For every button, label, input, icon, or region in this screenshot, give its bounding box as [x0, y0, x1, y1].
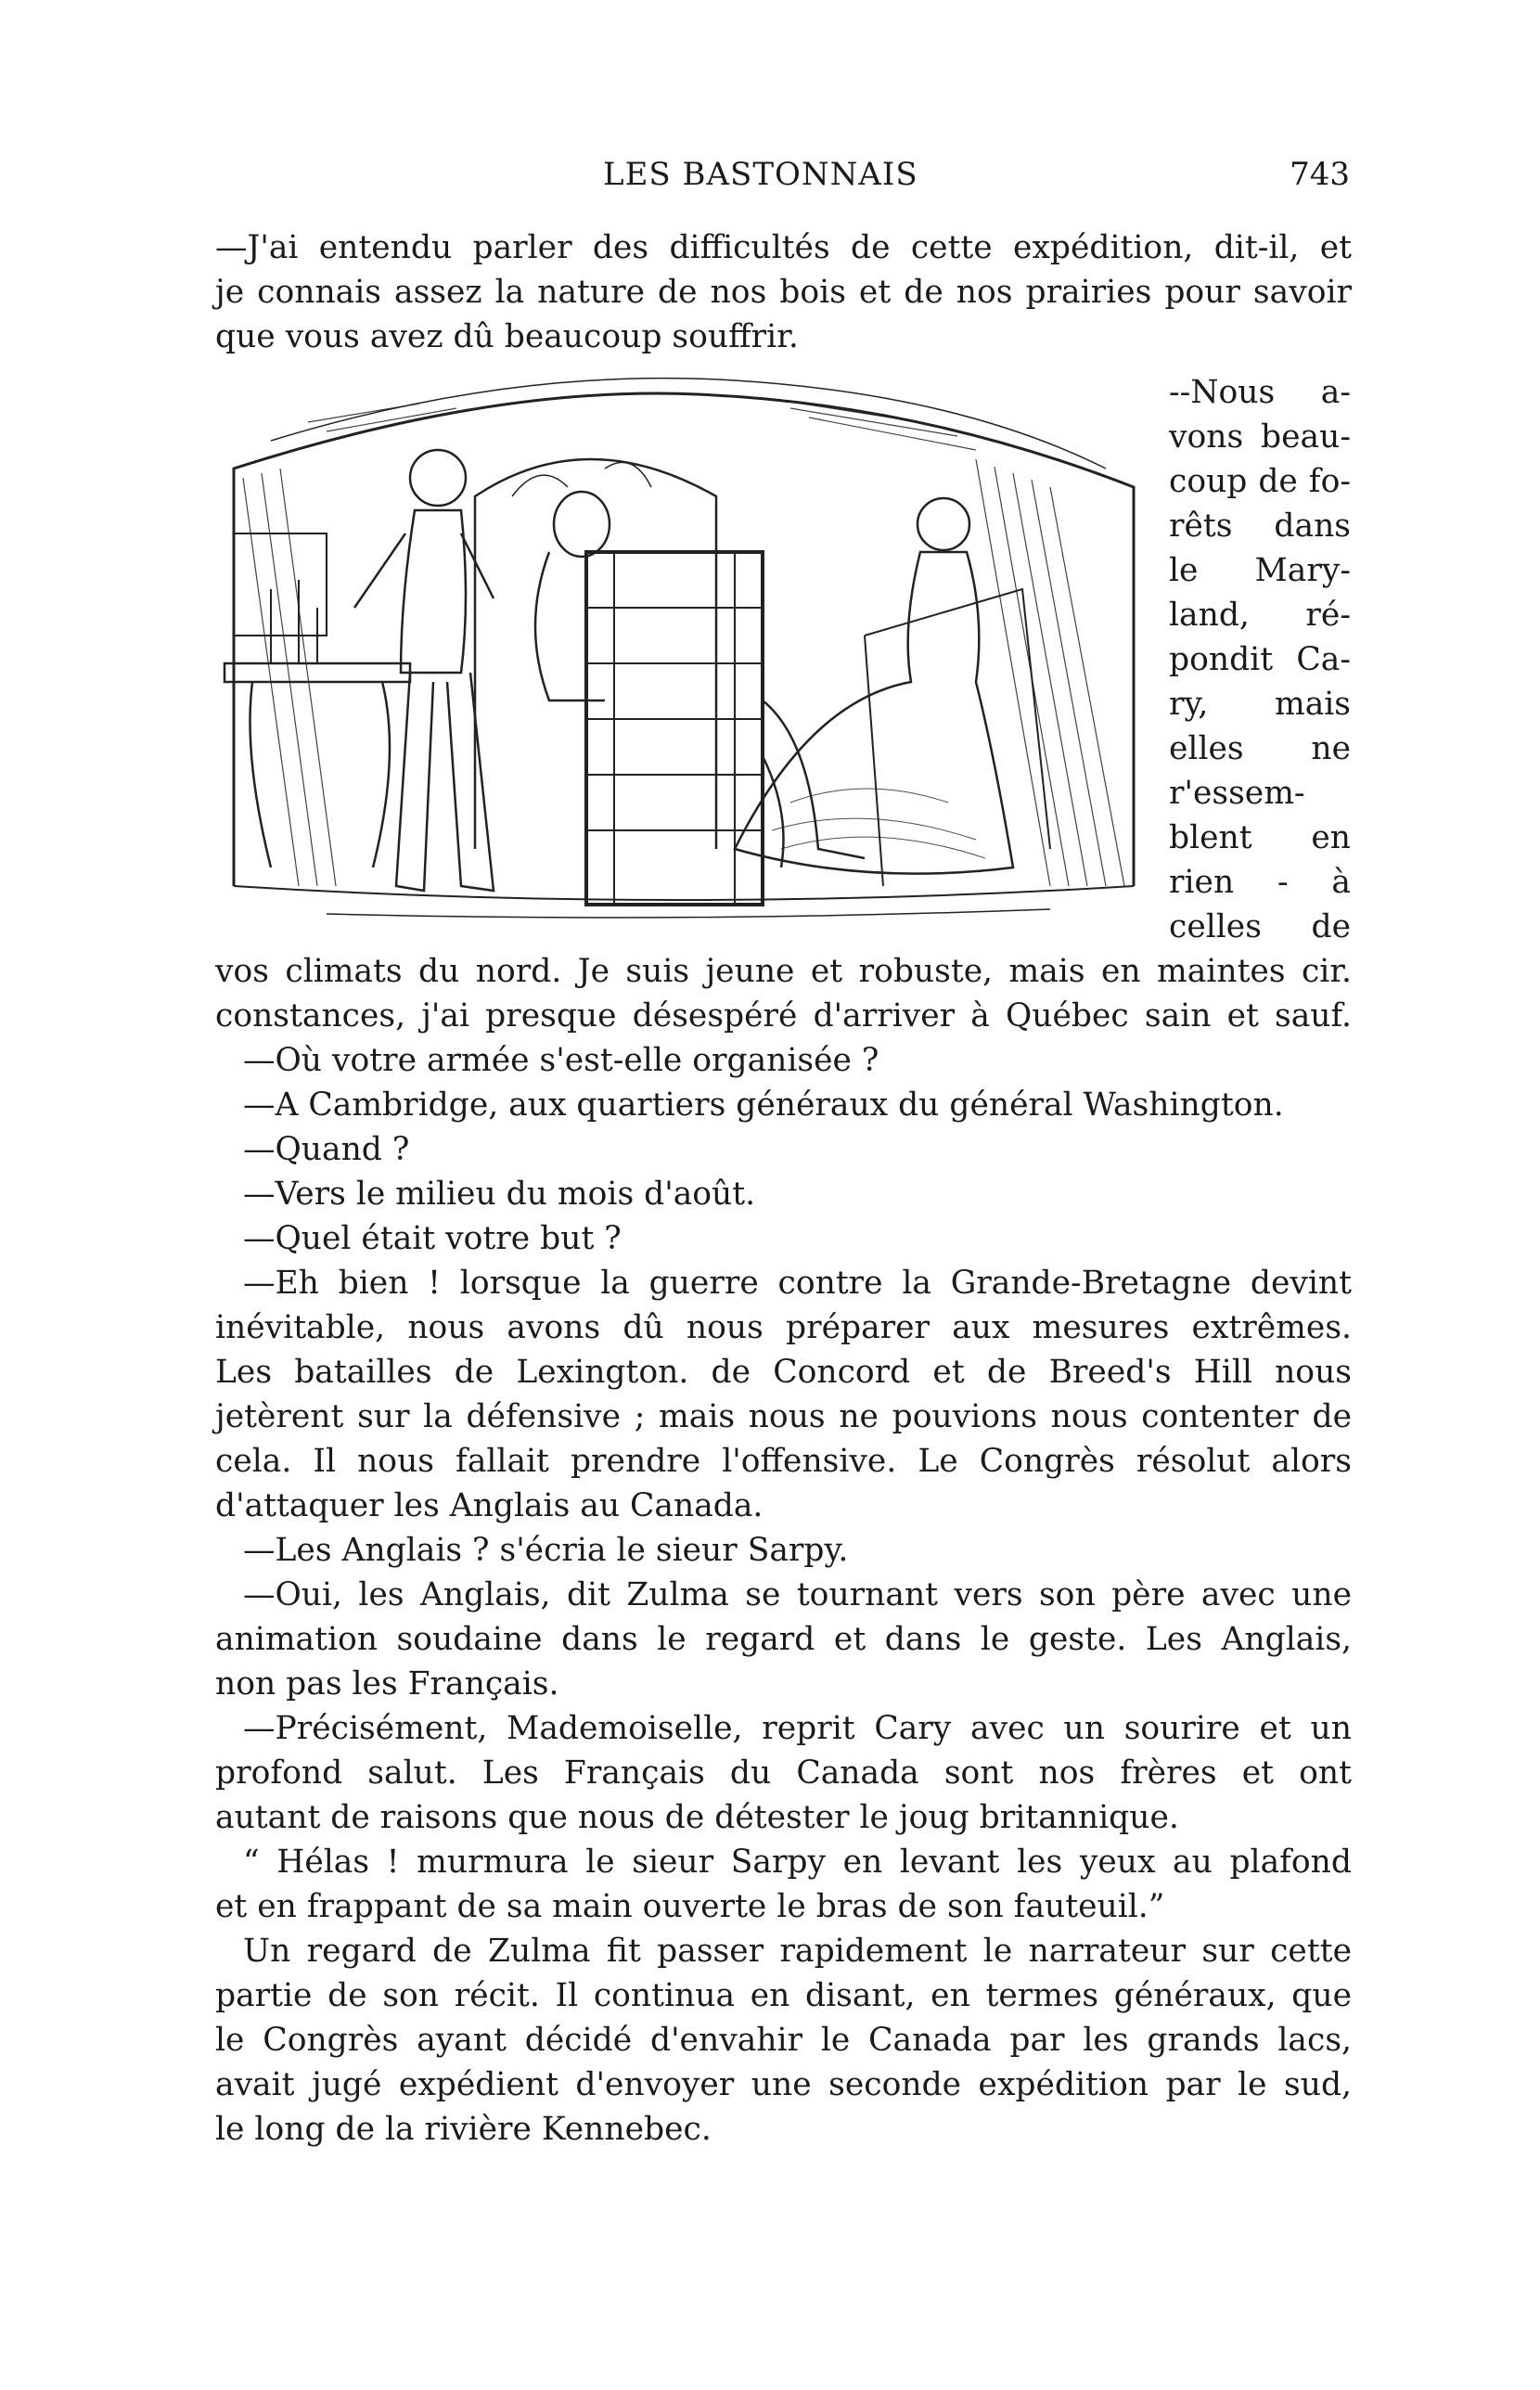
side-line: pondit Ca- — [1169, 641, 1351, 678]
body-line: animation soudaine dans le regard et dans le geste. Les Anglais, — [215, 1621, 1352, 1658]
body-line: —Vers le milieu du mois d'août. — [243, 1176, 756, 1213]
body-line: vos climats du nord. Je suis jeune et robuste, mais en maintes cir. — [215, 953, 1352, 990]
body-line: et en frappant de sa main ouverte le bras de son fauteuil.” — [215, 1888, 1165, 1925]
body-line: le Congrès ayant décidé d'envahir le Canada par les grands lacs, — [215, 2022, 1352, 2059]
page-number: 743 — [1290, 156, 1350, 193]
side-line: coup de fo- — [1169, 463, 1351, 500]
paragraph-line: que vous avez dû beaucoup souffrir. — [215, 318, 799, 355]
page-header — [213, 156, 1350, 202]
body-line: —Quand ? — [243, 1131, 410, 1168]
side-line: elles ne — [1169, 730, 1351, 767]
body-line: partie de son récit. Il continua en disant, en termes généraux, que — [215, 1977, 1352, 2014]
body-line: cela. Il nous fallait prendre l'offensive. Le Congrès résolut alors — [215, 1443, 1352, 1480]
side-line: blent en — [1169, 819, 1351, 856]
body-line: —A Cambridge, aux quartiers généraux du général Washington. — [243, 1086, 1284, 1124]
side-line: ry, mais — [1169, 686, 1351, 723]
side-line: celles de — [1169, 908, 1351, 945]
side-line: rien - à — [1169, 864, 1351, 901]
body-line: —Eh bien ! lorsque la guerre contre la Grande-Bretagne devint — [243, 1265, 1352, 1302]
side-line: land, ré- — [1169, 597, 1351, 634]
body-line: —Oui, les Anglais, dit Zulma se tournant vers son père avec une — [243, 1576, 1352, 1613]
body-line: —Où votre armée s'est-elle organisée ? — [243, 1042, 879, 1079]
body-line: jetèrent sur la défensive ; mais nous ne pouvions nous contenter de — [215, 1398, 1352, 1435]
body-line: Les batailles de Lexington. de Concord et de Breed's Hill nous — [215, 1354, 1352, 1391]
body-line: inévitable, nous avons dû nous préparer aux mesures extrêmes. — [215, 1309, 1352, 1346]
body-line: le long de la rivière Kennebec. — [215, 2111, 712, 2148]
body-line: non pas les Français. — [215, 1665, 559, 1703]
body-line: d'attaquer les Anglais au Canada. — [215, 1487, 764, 1524]
body-line: Un regard de Zulma fit passer rapidement le narrateur sur cette — [243, 1933, 1352, 1970]
paragraph-line: —J'ai entendu parler des difficultés de cette expédition, dit-il, et — [215, 229, 1352, 266]
engraving-illustration — [215, 366, 1152, 923]
body-line: profond salut. Les Français du Canada sont nos frères et ont — [215, 1754, 1352, 1792]
paragraph-line: je connais assez la nature de nos bois et de nos prairies pour savoir — [215, 274, 1352, 311]
running-title: LES BASTONNAIS — [603, 156, 918, 193]
body-line: constances, j'ai presque désespéré d'arriver à Québec sain et sauf. — [215, 997, 1352, 1034]
side-line: vons beau- — [1169, 418, 1351, 456]
body-line: —Les Anglais ? s'écria le sieur Sarpy. — [243, 1532, 849, 1569]
side-line: --Nous a- — [1169, 374, 1351, 411]
side-line: rêts dans — [1169, 508, 1351, 545]
side-line: le Mary- — [1169, 552, 1351, 589]
body-line: —Précisément, Mademoiselle, reprit Cary avec un sourire et un — [243, 1710, 1352, 1747]
body-line: —Quel était votre but ? — [243, 1220, 622, 1257]
body-line: avait jugé expédient d'envoyer une seconde expédition par le sud, — [215, 2066, 1352, 2103]
body-line: autant de raisons que nous de détester le joug britannique. — [215, 1799, 1179, 1836]
body-line: “ Hélas ! murmura le sieur Sarpy en levant les yeux au plafond — [243, 1844, 1352, 1881]
side-line: r'essem- — [1169, 775, 1305, 812]
